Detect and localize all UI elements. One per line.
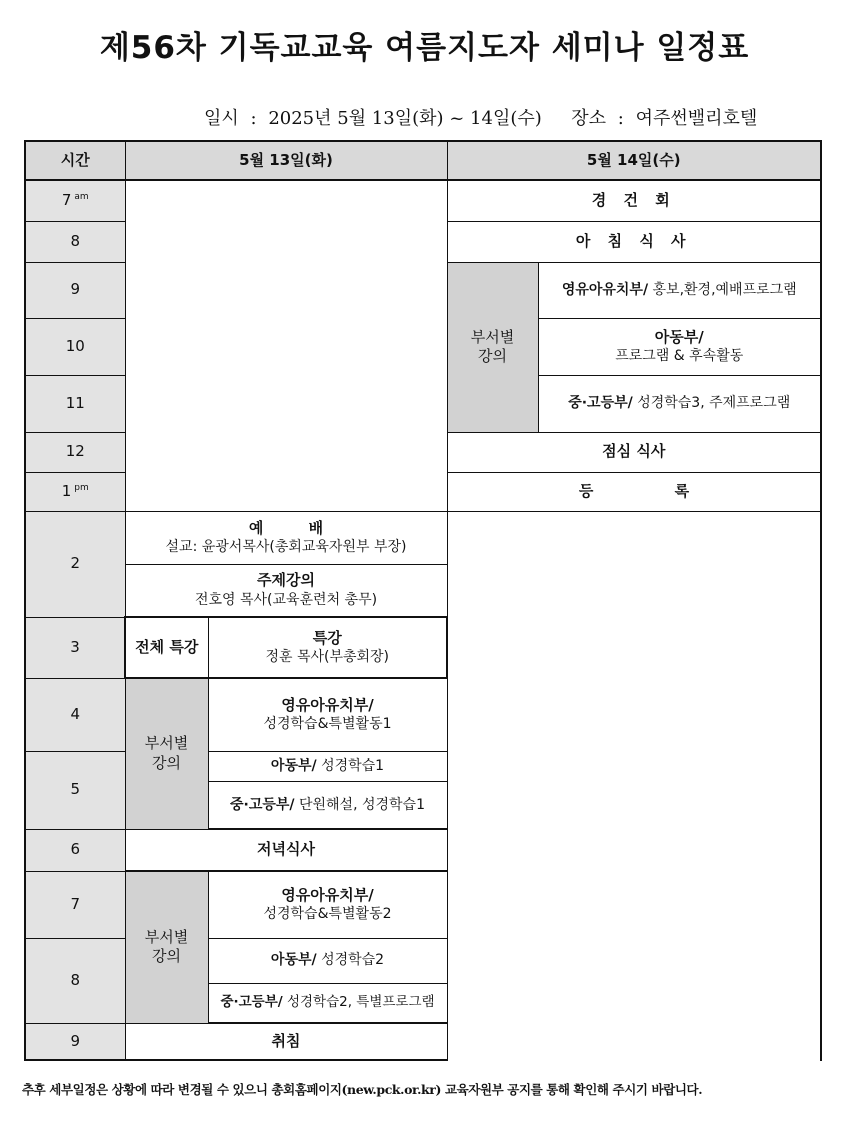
time-7pm: 7 <box>25 871 125 938</box>
day2-prayer: 경 건 회 <box>447 180 821 221</box>
header-time: 시간 <box>25 141 125 180</box>
day1-special-lecture: 특강 정훈 목사(부총회장) <box>208 617 447 678</box>
page-title: 제56차 기독교교육 여름지도자 세미나 일정표 <box>99 30 750 66</box>
date-value: 2025년 5월 13일(화) ~ 14일(수) <box>268 108 542 129</box>
time-7am: 7 $^{am}$ <box>25 180 125 221</box>
day1-morning-empty <box>125 180 447 511</box>
time-2: 2 <box>25 511 125 617</box>
day1-bedtime: 취침 <box>125 1023 447 1060</box>
day2-breakfast: 아 침 식 사 <box>447 221 821 262</box>
time-4: 4 <box>25 678 125 751</box>
header-day1: 5월 13일(화) <box>125 141 447 180</box>
place-separator: : <box>617 108 624 129</box>
footer-note: 추후 세부일정은 상황에 따라 변경될 수 있으니 총회홈페이지(new.pck.or.kr) 교육자원부 공지를 통해 확인해 주시기 바랍니다. <box>22 1082 703 1097</box>
time-9pm: 9 <box>25 1023 125 1060</box>
header-day2: 5월 14일(수) <box>447 141 821 180</box>
day1-theme-lecture: 주제강의 전호영 목사(교육훈련처 총무) <box>125 564 447 617</box>
day1-infant-eve: 영유아유치부/ 성경학습&특별활동2 <box>208 871 447 938</box>
day1-dept-lecture-pm: 부서별 강의 <box>125 678 208 829</box>
time-8pm: 8 <box>25 938 125 1023</box>
schedule-table <box>24 140 822 1061</box>
day2-infant: 영유아유치부/ 홍보,환경,예배프로그램 <box>538 262 821 318</box>
day1-infant-pm: 영유아유치부/ 성경학습&특별활동1 <box>208 678 447 751</box>
day1-dinner: 저녁식사 <box>125 829 447 871</box>
time-8: 8 <box>25 221 125 262</box>
day1-worship: 예 배 설교: 윤광서목사(총회교육자원부 부장) <box>125 511 447 564</box>
time-11: 11 <box>25 375 125 432</box>
day1-youth-eve: 중·고등부/ 성경학습2, 특별프로그램 <box>208 983 447 1023</box>
time-12: 12 <box>25 432 125 472</box>
time-6: 6 <box>25 829 125 871</box>
day1-children-eve: 아동부/ 성경학습2 <box>208 938 447 983</box>
date-separator: : <box>250 108 257 129</box>
day2-lunch: 점심 식사 <box>447 432 821 472</box>
day2-children: 아동부/ 프로그램 & 후속활동 <box>538 318 821 375</box>
day1-children-pm: 아동부/ 성경학습1 <box>208 751 447 781</box>
time-10: 10 <box>25 318 125 375</box>
time-9: 9 <box>25 262 125 318</box>
day1-youth-pm: 중·고등부/ 단원해설, 성경학습1 <box>208 781 447 829</box>
day1-registration: 등 록 <box>447 472 821 511</box>
day2-youth: 중·고등부/ 성경학습3, 주제프로그램 <box>538 375 821 432</box>
time-5: 5 <box>25 751 125 829</box>
place-label: 장소 <box>571 108 607 129</box>
time-3: 3 <box>25 617 125 678</box>
time-1pm: 1 $^{pm}$ <box>25 472 125 511</box>
day1-plenary: 전체 특강 <box>125 617 208 678</box>
event-info <box>204 104 757 130</box>
place-value: 여주썬밸리호텔 <box>635 108 758 129</box>
day2-dept-lecture: 부서별 강의 <box>447 262 538 432</box>
day1-dept-lecture-eve: 부서별 강의 <box>125 871 208 1023</box>
date-label: 일시 <box>204 108 239 129</box>
